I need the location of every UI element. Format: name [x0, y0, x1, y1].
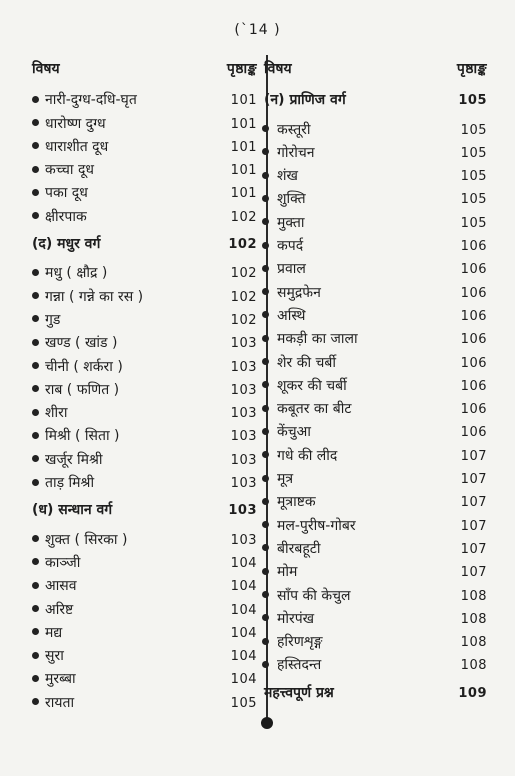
entry-page-number: 109: [458, 685, 487, 701]
bullet-icon: [32, 698, 39, 705]
entry-label: बीरबहूटी: [277, 540, 321, 557]
toc-entry: [262, 328, 487, 351]
entry-page-number: 104: [230, 602, 257, 618]
bullet-icon: [262, 358, 269, 365]
entry-label: नारी-दुग्ध-दधि-घृत: [45, 92, 137, 109]
bullet-icon: [262, 568, 269, 575]
entry-label: काञ्जी: [45, 554, 81, 571]
entry-label: समुद्रफेन: [277, 284, 321, 301]
toc-entry: [262, 282, 487, 305]
toc-entry: [32, 136, 257, 159]
toc-entry: [32, 575, 257, 598]
toc-entry: [32, 379, 257, 402]
entry-page-number: 107: [460, 565, 487, 581]
page-number: (`14 ): [234, 22, 281, 38]
entry-label: मल-पुरीष-गोबर: [277, 517, 356, 534]
bullet-icon: [32, 212, 39, 219]
entry-page-number: 101: [230, 116, 257, 132]
toc-entry: [262, 608, 487, 631]
bullet-icon: [32, 385, 39, 392]
toc-entry: [262, 468, 487, 491]
bullet-icon: [262, 265, 269, 272]
toc-entry: [262, 212, 487, 235]
entry-label: महत्त्वपूर्ण प्रश्न: [264, 684, 334, 701]
entry-page-number: 103: [230, 532, 257, 548]
toc-entry: [32, 356, 257, 379]
entry-label: कच्चा दूध: [45, 162, 95, 179]
bullet-icon: [262, 381, 269, 388]
toc-entry: [262, 561, 487, 584]
entry-label: अरिष्ट: [45, 601, 74, 618]
entry-page-number: 101: [230, 93, 257, 109]
entry-page-number: 101: [230, 186, 257, 202]
entry-label: मोम: [277, 564, 298, 581]
toc-entry: [262, 142, 487, 165]
entry-page-number: 102: [230, 312, 257, 328]
entry-label: मद्य: [45, 624, 63, 641]
entry-page-number: 107: [460, 448, 487, 464]
bullet-icon: [32, 675, 39, 682]
entry-page-number: 102: [230, 209, 257, 225]
bullet-icon: [262, 638, 269, 645]
entry-page-number: 103: [230, 429, 257, 445]
toc-entry: [262, 491, 487, 514]
bullet-icon: [262, 498, 269, 505]
entry-page-number: 102: [230, 266, 257, 282]
entry-label: गन्ना ( गन्ने का रस ): [45, 288, 144, 305]
entry-label: धारोष्ण दुग्ध: [45, 115, 106, 132]
toc-entry: [32, 286, 257, 309]
entry-label: प्रवाल: [277, 261, 306, 278]
bullet-icon: [262, 405, 269, 412]
toc-entry: [32, 113, 257, 136]
toc-entry: [32, 206, 257, 229]
entry-label: शुक्ति: [277, 191, 306, 208]
entry-label: केंचुआ: [277, 424, 311, 441]
bullet-icon: [32, 605, 39, 612]
bullet-icon: [32, 409, 39, 416]
entry-page-number: 105: [458, 93, 487, 109]
entry-page-number: 108: [460, 658, 487, 674]
toc-entry: [262, 445, 487, 468]
entry-page-number: 105: [460, 215, 487, 231]
toc-entry: [262, 352, 487, 375]
entry-page-number: 101: [230, 163, 257, 179]
toc-entry: [32, 89, 257, 112]
entry-page-number: 105: [460, 169, 487, 185]
toc-entry: [262, 398, 487, 421]
entry-label: गोरोचन: [277, 144, 315, 161]
entry-page-number: 105: [230, 695, 257, 711]
right-header-subject: विषय: [264, 61, 292, 77]
entry-page-number: 103: [230, 359, 257, 375]
entry-label: मकड़ी का जाला: [277, 331, 358, 348]
entry-label: शेर की चर्बी: [277, 354, 337, 371]
toc-entry: [262, 119, 487, 142]
entry-label: कस्तूरी: [277, 121, 311, 138]
left-header: [32, 58, 257, 81]
entry-label: खण्ड ( खांड ): [45, 335, 118, 352]
entry-label: चीनी ( शर्करा ): [45, 358, 123, 375]
entry-page-number: 105: [460, 122, 487, 138]
entry-label: पका दूध: [45, 185, 88, 202]
toc-entry: [32, 449, 257, 472]
toc-entry: [262, 258, 487, 281]
bullet-icon: [262, 311, 269, 318]
entry-page-number: 106: [460, 378, 487, 394]
section-heading: [32, 499, 257, 522]
toc-entry: [32, 692, 257, 715]
bullet-icon: [262, 172, 269, 179]
bullet-icon: [262, 242, 269, 249]
left-column: [32, 58, 257, 715]
entry-label: मूत्राष्टक: [277, 494, 316, 511]
entry-label: शूकर की चर्बी: [277, 377, 347, 394]
entry-page-number: 106: [460, 355, 487, 371]
bullet-icon: [32, 189, 39, 196]
bullet-icon: [262, 335, 269, 342]
entry-label: गुड: [45, 311, 61, 328]
entry-label: ताड़ मिश्री: [45, 475, 95, 492]
bullet-icon: [32, 339, 39, 346]
entry-label: मोरपंख: [277, 610, 315, 627]
entry-label: (न) प्राणिज वर्ग: [264, 92, 346, 109]
entry-page-number: 103: [230, 452, 257, 468]
entry-page-number: 104: [230, 625, 257, 641]
entry-page-number: 104: [230, 649, 257, 665]
entry-page-number: 106: [460, 308, 487, 324]
toc-entry: [262, 421, 487, 444]
bullet-icon: [32, 142, 39, 149]
entry-page-number: 103: [228, 503, 257, 519]
right-header-page: पृष्ठाङ्क: [456, 61, 487, 77]
bullet-icon: [32, 628, 39, 635]
toc-entry: [262, 305, 487, 328]
entry-page-number: 108: [460, 588, 487, 604]
toc-entry: [32, 402, 257, 425]
entry-page-number: 108: [460, 611, 487, 627]
bullet-icon: [32, 582, 39, 589]
bullet-icon: [32, 166, 39, 173]
right-header: [262, 58, 487, 81]
toc-entry: [262, 375, 487, 398]
section-heading: [262, 89, 487, 112]
bullet-icon: [262, 148, 269, 155]
entry-page-number: 103: [230, 336, 257, 352]
section-heading: [262, 682, 487, 705]
entry-page-number: 103: [230, 476, 257, 492]
entry-page-number: 106: [460, 262, 487, 278]
entry-page-number: 103: [230, 406, 257, 422]
entry-page-number: 102: [230, 289, 257, 305]
entry-label: शंख: [277, 168, 298, 185]
entry-page-number: 101: [230, 139, 257, 155]
entry-page-number: 107: [460, 541, 487, 557]
bullet-icon: [32, 119, 39, 126]
toc-entry: [262, 235, 487, 258]
toc-entry: [32, 599, 257, 622]
toc-entry: [32, 645, 257, 668]
entry-label: शुक्त ( सिरका ): [45, 531, 128, 548]
entry-page-number: 106: [460, 332, 487, 348]
entry-label: अस्थि: [277, 307, 306, 324]
entry-label: (द) मधुर वर्ग: [32, 236, 101, 253]
toc-entry: [262, 585, 487, 608]
entry-label: हरिणशृङ्ग: [277, 634, 323, 651]
entry-label: मुक्ता: [277, 214, 305, 231]
entry-page-number: 106: [460, 285, 487, 301]
bullet-icon: [262, 428, 269, 435]
entry-label: मुरब्बा: [45, 671, 76, 688]
toc-entry: [262, 631, 487, 654]
bullet-icon: [32, 362, 39, 369]
entry-page-number: 102: [228, 237, 257, 253]
bullet-icon: [32, 292, 39, 299]
divider-end-dot: [261, 717, 273, 729]
entry-label: (ध) सन्धान वर्ग: [32, 502, 113, 519]
entry-label: सुरा: [45, 648, 64, 665]
entry-label: मधु ( क्षौद्र ): [45, 265, 108, 282]
toc-entry: [32, 309, 257, 332]
right-column: [262, 58, 487, 711]
toc-entry: [32, 425, 257, 448]
bullet-icon: [32, 96, 39, 103]
bullet-icon: [32, 652, 39, 659]
entry-page-number: 106: [460, 425, 487, 441]
toc-entry: [32, 472, 257, 495]
bullet-icon: [32, 455, 39, 462]
entry-page-number: 104: [230, 672, 257, 688]
bullet-icon: [32, 535, 39, 542]
left-header-page: पृष्ठाङ्क: [226, 61, 257, 77]
bullet-icon: [32, 479, 39, 486]
entry-label: साँप की केचुल: [277, 587, 351, 604]
entry-page-number: 107: [460, 472, 487, 488]
toc-entry: [32, 622, 257, 645]
entry-label: हस्तिदन्त: [277, 657, 322, 674]
toc-entry: [32, 159, 257, 182]
toc-entry: [262, 654, 487, 677]
entry-label: मूत्र: [277, 471, 294, 488]
bullet-icon: [262, 451, 269, 458]
bullet-icon: [262, 218, 269, 225]
bullet-icon: [262, 591, 269, 598]
entry-label: कपर्द: [277, 238, 304, 255]
bullet-icon: [32, 315, 39, 322]
left-entry-list: [32, 89, 257, 715]
entry-label: शीरा: [45, 405, 68, 422]
toc-entry: [32, 332, 257, 355]
toc-entry: [262, 538, 487, 561]
entry-page-number: 107: [460, 518, 487, 534]
bullet-icon: [32, 269, 39, 276]
toc-entry: [32, 668, 257, 691]
entry-label: राब ( फणित ): [45, 381, 120, 398]
entry-page-number: 104: [230, 555, 257, 571]
bullet-icon: [262, 614, 269, 621]
right-entry-list: [262, 89, 487, 705]
entry-label: खर्जूर मिश्री: [45, 451, 103, 468]
toc-entry: [262, 515, 487, 538]
bullet-icon: [262, 475, 269, 482]
entry-page-number: 104: [230, 579, 257, 595]
entry-page-number: 105: [460, 192, 487, 208]
entry-label: आसव: [45, 578, 77, 595]
toc-entry: [32, 552, 257, 575]
left-header-subject: विषय: [32, 61, 60, 77]
entry-label: गधे की लीद: [277, 447, 338, 464]
entry-page-number: 103: [230, 382, 257, 398]
bullet-icon: [262, 288, 269, 295]
bullet-icon: [262, 125, 269, 132]
toc-entry: [262, 165, 487, 188]
entry-label: रायता: [45, 694, 75, 711]
bullet-icon: [32, 432, 39, 439]
entry-label: धाराशीत दूध: [45, 138, 109, 155]
entry-page-number: 105: [460, 145, 487, 161]
entry-page-number: 107: [460, 495, 487, 511]
entry-page-number: 108: [460, 635, 487, 651]
toc-entry: [262, 188, 487, 211]
entry-label: मिश्री ( सिता ): [45, 428, 120, 445]
entry-page-number: 106: [460, 239, 487, 255]
bullet-icon: [32, 558, 39, 565]
section-heading: [32, 233, 257, 256]
entry-label: कबूतर का बीट: [277, 401, 352, 418]
toc-entry: [32, 262, 257, 285]
bullet-icon: [262, 195, 269, 202]
bullet-icon: [262, 661, 269, 668]
bullet-icon: [262, 521, 269, 528]
toc-entry: [32, 529, 257, 552]
toc-entry: [32, 182, 257, 205]
bullet-icon: [262, 544, 269, 551]
entry-page-number: 106: [460, 402, 487, 418]
entry-label: क्षीरपाक: [45, 208, 87, 225]
